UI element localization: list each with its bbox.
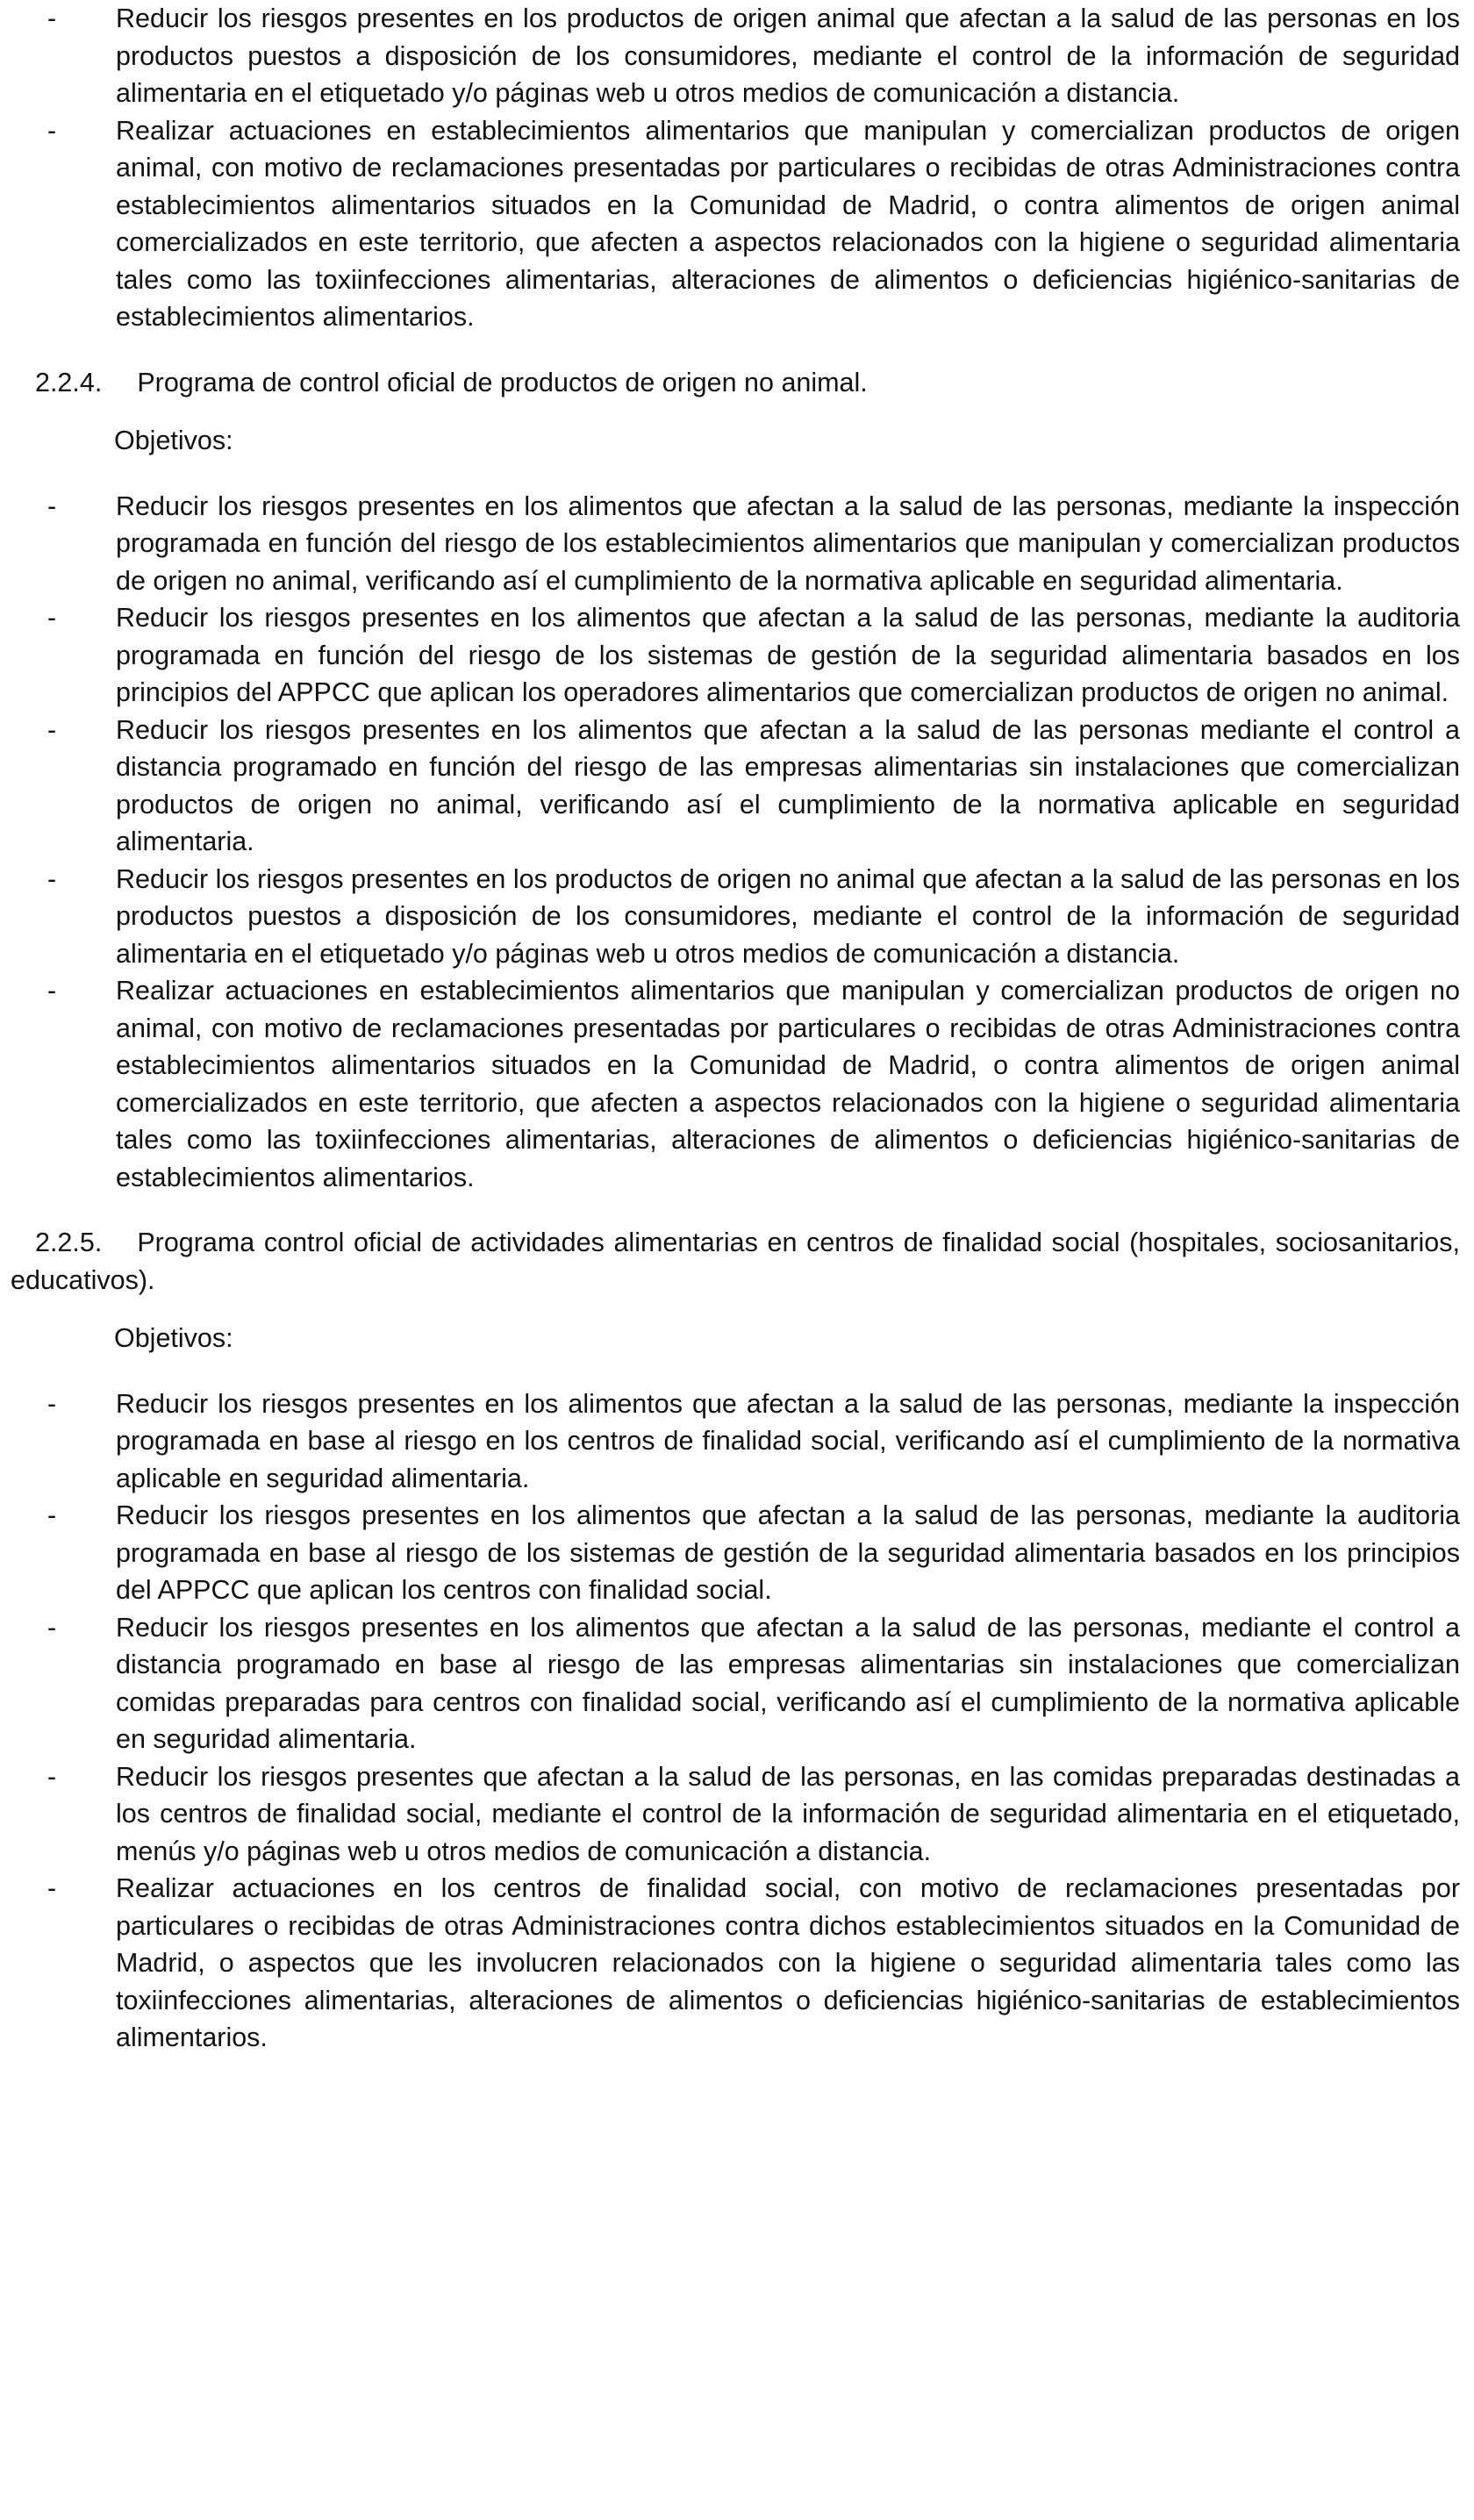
section-2-2-5-bullet-list (11, 1385, 1460, 2057)
list-item (11, 0, 1460, 112)
bullet-dash: - (47, 714, 57, 745)
objectives-label: Objetivos: (114, 426, 233, 455)
list-item (11, 861, 1460, 973)
list-item-text: Realizar actuaciones en establecimientos alimentarios que manipulan y comercializan productos de origen animal, con motivo de reclamaciones presentadas por particulares o recibidas de otras Administraciones contra establecimientos alimentarios situados en la Comunidad de Madrid, o contra alimentos de origen animal comercializados en este territorio, que afecten a aspectos relacionados con la higiene o seguridad alimentaria tales como las toxiinfecciones alimentarias, alteraciones de alimentos o deficiencias higiénico-sanitarias de establecimientos alimentarios. (116, 115, 1460, 332)
section-number: 2.2.5. (35, 1228, 103, 1257)
section-title: Programa control oficial de actividades alimentarias en centros de finalidad social (hospitales, sociosanitarios, educativos). (11, 1228, 1460, 1295)
list-item (11, 1609, 1460, 1758)
section-2-2-4-bullet-list (11, 488, 1460, 1197)
section-title: Programa de control oficial de productos de origen no animal. (137, 367, 868, 397)
list-item-text: Reducir los riesgos presentes en los alimentos que afectan a la salud de las personas, mediante el control a distancia programado en base al riesgo de las empresas alimentarias sin instalaciones que comercializan comidas preparadas para centros con finalidad social, verificando así el cumplimiento de la normativa aplicable en seguridad alimentaria. (116, 1612, 1460, 1754)
list-item (11, 712, 1460, 861)
list-item (11, 1870, 1460, 2057)
list-item (11, 599, 1460, 712)
document-page (11, 0, 1460, 2057)
bullet-dash: - (47, 1612, 57, 1643)
list-item-text: Reducir los riesgos presentes en los alimentos que afectan a la salud de las personas, mediante la auditoria programada en función del riesgo de los sistemas de gestión de la seguridad alimentaria basados en los principios del APPCC que aplican los operadores alimentarios que comercializan productos de origen no animal. (116, 603, 1460, 707)
objectives-label: Objetivos: (114, 1323, 233, 1353)
bullet-dash: - (47, 863, 57, 894)
list-item-text: Realizar actuaciones en los centros de finalidad social, con motivo de reclamaciones presentadas por particulares o recibidas de otras Administraciones contra dichos establecimientos situados en la Comunidad de Madrid, o aspectos que les involucren relacionados con la higiene o seguridad alimentaria tales como las toxiinfecciones alimentarias, alteraciones de alimentos o deficiencias higiénico-sanitarias de establecimientos alimentarios. (116, 1873, 1460, 2052)
bullet-dash: - (47, 976, 57, 1006)
bullet-dash: - (47, 490, 57, 521)
list-item (11, 1497, 1460, 1609)
list-item-text: Realizar actuaciones en establecimientos alimentarios que manipulan y comercializan productos de origen no animal, con motivo de reclamaciones presentadas por particulares o recibidas de otras Administraciones contra establecimientos alimentarios situados en la Comunidad de Madrid, o contra alimentos de origen animal comercializados en este territorio, que afecten a aspectos relacionados con la higiene o seguridad alimentaria tales como las toxiinfecciones alimentarias, alteraciones de alimentos o deficiencias higiénico-sanitarias de establecimientos alimentarios. (116, 976, 1460, 1192)
bullet-dash: - (47, 115, 57, 146)
bullet-dash: - (47, 1500, 57, 1530)
list-item (11, 112, 1460, 336)
list-item-text: Reducir los riesgos presentes que afectan a la salud de las personas, en las comidas preparadas destinadas a los centros de finalidad social, mediante el control de la información de seguridad alimentaria en el etiquetado, menús y/o páginas web u otros medios de comunicación a distancia. (116, 1761, 1460, 1866)
list-item (11, 1385, 1460, 1498)
list-item-text: Reducir los riesgos presentes en los alimentos que afectan a la salud de las personas, mediante la inspección programada en función del riesgo de los establecimientos alimentarios que manipulan y comercializan productos de origen no animal, verificando así el cumplimiento de la normativa aplicable en seguridad alimentaria. (116, 490, 1460, 596)
section-heading-2-2-5 (11, 1224, 1460, 1299)
bullet-dash: - (47, 4, 57, 33)
list-item-text: Reducir los riesgos presentes en los productos de origen no animal que afectan a la salud de las personas en los productos puestos a disposición de los consumidores, mediante el control de la información de seguridad alimentaria en el etiquetado y/o páginas web u otros medios de comunicación a distancia. (116, 863, 1460, 969)
section-heading-2-2-4 (11, 364, 1460, 402)
bullet-dash: - (47, 1388, 57, 1419)
list-item (11, 1758, 1460, 1871)
list-item-text: Reducir los riesgos presentes en los alimentos que afectan a la salud de las personas, mediante la inspección programada en base al riesgo en los centros de finalidad social, verificando así el cumplimiento de la normativa aplicable en seguridad alimentaria. (116, 1388, 1460, 1493)
list-item (11, 972, 1460, 1196)
list-item-text: Reducir los riesgos presentes en los alimentos que afectan a la salud de las personas, mediante la auditoria programada en base al riesgo de los sistemas de gestión de la seguridad alimentaria basados en los principios del APPCC que aplican los centros con finalidad social. (116, 1500, 1460, 1605)
list-item-text: Reducir los riesgos presentes en los productos de origen animal que afectan a la salud de las personas en los productos puestos a disposición de los consumidores, mediante el control de la información de seguridad alimentaria en el etiquetado y/o páginas web u otros medios de comunicación a distancia. (116, 4, 1460, 108)
list-item (11, 488, 1460, 600)
bullet-dash: - (47, 603, 57, 633)
list-item-text: Reducir los riesgos presentes en los alimentos que afectan a la salud de las personas mediante el control a distancia programado en función del riesgo de las empresas alimentarias sin instalaciones que comercializan productos de origen no animal, verificando así el cumplimiento de la normativa aplicable en seguridad alimentaria. (116, 714, 1460, 856)
intro-bullet-list (11, 0, 1460, 336)
bullet-dash: - (47, 1761, 57, 1792)
section-number: 2.2.4. (35, 367, 103, 397)
bullet-dash: - (47, 1873, 57, 1903)
